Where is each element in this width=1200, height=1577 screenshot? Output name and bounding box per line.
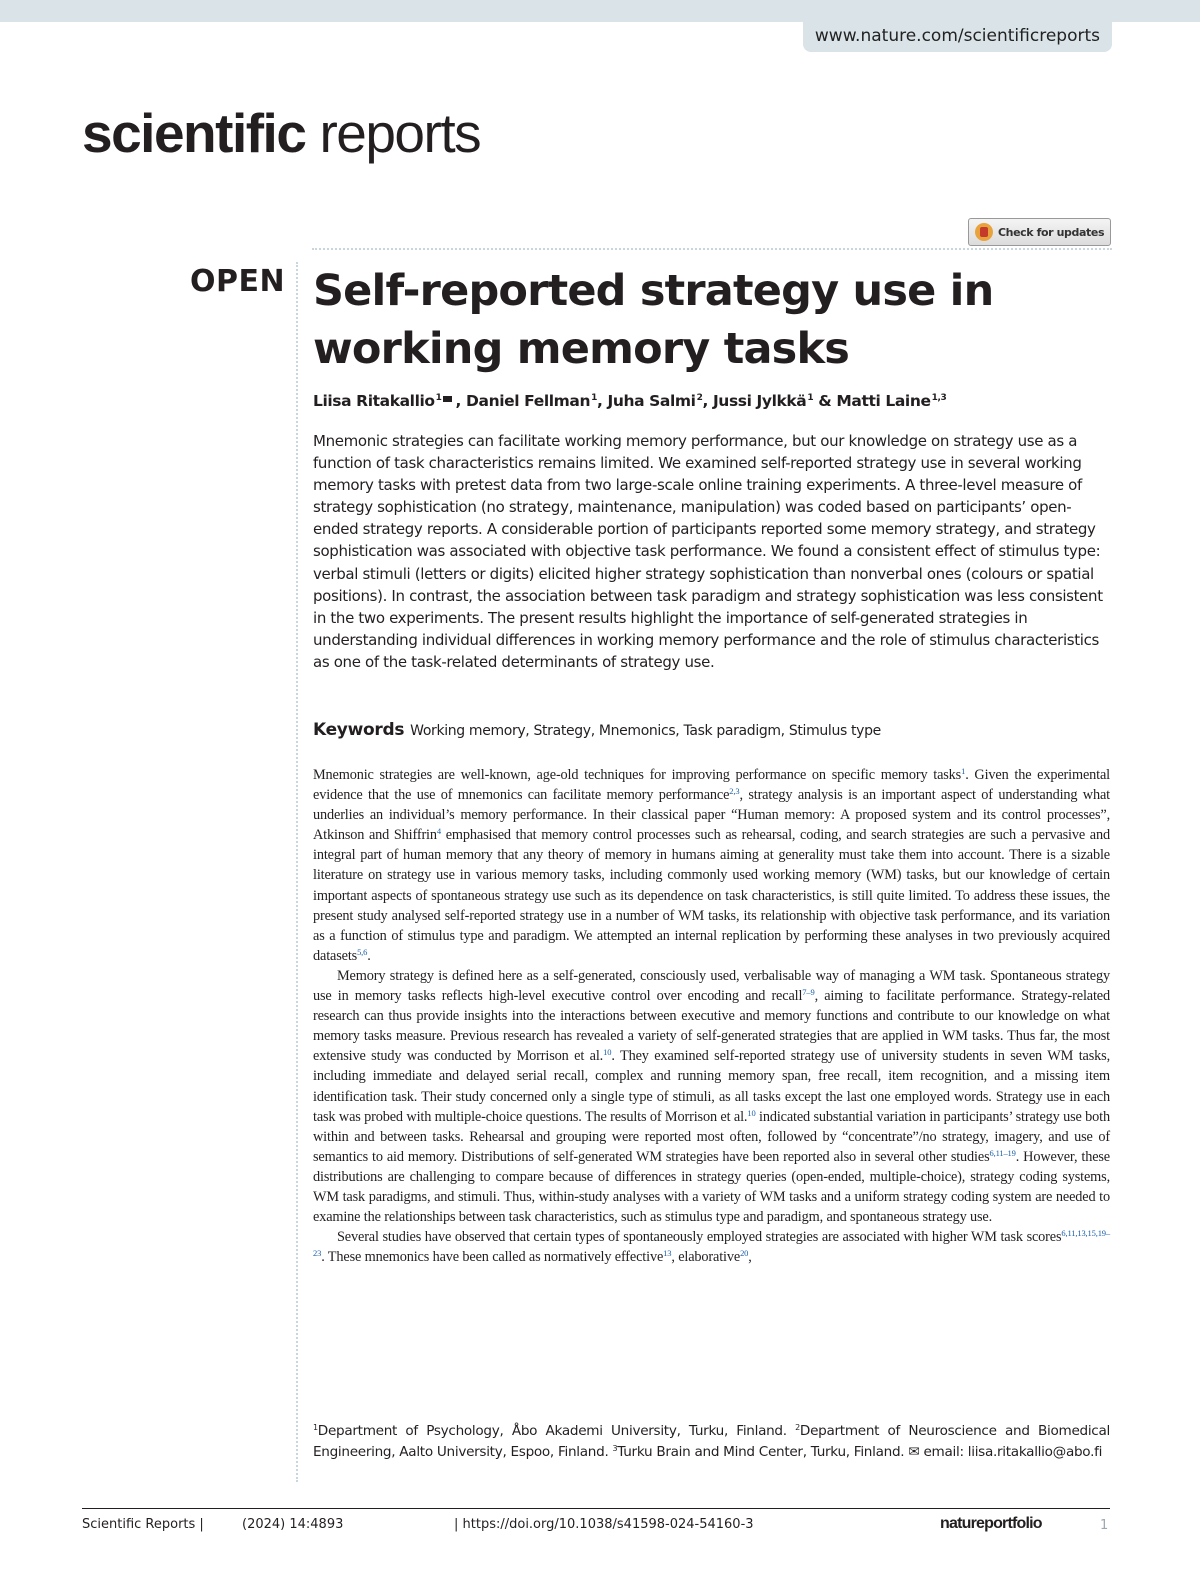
publisher-logo: natureportfolio (940, 1515, 1042, 1532)
email-link[interactable]: liisa.ritakallio@abo.fi (967, 1443, 1103, 1460)
divider-top (312, 248, 1112, 250)
check-updates-icon (975, 223, 993, 241)
check-for-updates-label: Check for updates (998, 225, 1105, 239)
keywords-label: Keywords (313, 720, 405, 740)
paragraph: Several studies have observed that certain types of spontaneously employed strategies are associated with higher WM task scores$^{6,11,13,15,19-23}$. These mnemonics have been called as normatively effective$^{13}$, elaborative$^{20}$, (313, 1228, 1110, 1266)
journal-logo-word-2: reports (319, 102, 481, 164)
citation-link[interactable]: 6,11,13,15,19–23 (313, 1228, 1110, 1259)
journal-logo (82, 102, 480, 164)
citation-link[interactable]: 2,3 (729, 786, 740, 797)
journal-logo-word-1: scientific (82, 102, 306, 164)
citation-link[interactable]: 1 (961, 766, 966, 776)
author-name[interactable]: Liisa Ritakallio (313, 392, 435, 410)
affiliations: $^1$Department of Psychology, Åbo Akademi University, Turku, Finland. $^2$Department of Neuroscience and Biomedical Engineering, Aalto University, Espoo, Finland. $^3$Turku Brain and Mind Center, Turku, Finland. ✉ email: liisa.ritakallio@abo.fi (313, 1423, 1110, 1460)
citation-link[interactable]: 7–9 (802, 987, 815, 998)
keywords (313, 720, 1103, 740)
author-name[interactable]: Daniel Fellman (466, 392, 591, 410)
author-name[interactable]: Jussi Jylkkä (712, 392, 807, 410)
abstract: Mnemonic strategies can facilitate working memory performance, but our knowledge on strategy use as a function of task characteristics remains limited. We examined self-reported strategy use in several working memory tasks with pretest data from two large-scale online training experiments. A three-level measure of strategy sophistication (no strategy, maintenance, manipulation) was coded based on participants’ open-ended strategy reports. A considerable portion of participants reported some memory strategy, and strategy sophistication was associated with objective task performance. We found a consistent effect of stimulus type: verbal stimuli (letters or digits) elicited higher strategy sophistication than nonverbal ones (colours or spatial positions). In contrast, the association between task paradigm and strategy sophistication was less consistent in the two experiments. The present results highlight the importance of self-generated strategies in understanding individual differences in working memory performance and the role of stimulus characteristics as one of the task-related determinants of strategy use. (313, 432, 1103, 671)
check-for-updates-button[interactable] (968, 218, 1111, 246)
mail-icon: ✉ (908, 1443, 920, 1460)
citation-link[interactable]: 4 (436, 826, 441, 837)
citation-link[interactable]: 5,6 (357, 946, 368, 957)
citation-link[interactable]: 13 (663, 1248, 672, 1259)
open-access-label: OPEN (190, 264, 286, 299)
top-band (0, 0, 1200, 22)
main-text (313, 765, 1110, 1267)
keywords-list: Working memory, Strategy, Mnemonics, Task paradigm, Stimulus type (410, 723, 881, 739)
citation-link[interactable]: 6,11–19 (989, 1147, 1016, 1158)
author-name[interactable]: Matti Laine (836, 392, 931, 410)
footer-citation: (2024) 14:4893 (242, 1517, 344, 1532)
footer-rule (82, 1508, 1110, 1509)
article-title: Self-reported strategy use in working memory tasks (313, 266, 994, 374)
page-footer (82, 1517, 1110, 1537)
citation-link[interactable]: 10 (747, 1107, 756, 1118)
footer-journal: Scientific Reports | (82, 1517, 204, 1532)
footer-doi-link[interactable]: | https://doi.org/10.1038/s41598-024-54160-3 (454, 1517, 754, 1532)
paragraph: Mnemonic strategies are well-known, age-old techniques for improving performance on specific memory tasks$^1$. Given the experimental evidence that the use of mnemonics can facilitate memory performance$^{2,3}$, strategy analysis is an important aspect of understanding what underlies an individual’s memory performance. In their classical paper “Human memory: A proposed system and its control processes”, Atkinson and Shiffrin$^4$ emphasised that memory control processes such as rehearsal, coding, and search strategies are such a pervasive and integral part of human memory that any theory of memory in humans aiming at generality must take them into account. There is a sizable literature on strategy use in various memory tasks, including commonly used working memory (WM) tasks, but our knowledge of certain important aspects of spontaneous strategy use such as its dependence on task characteristics, is still quite limited. To address these issues, the present study analysed self-reported strategy use in a number of WM tasks, its relationship with objective task performance, and its variation as a function of stimulus type and paradigm. We attempted an internal replication by performing these analyses in two previously acquired datasets$^{5,6}$. (313, 766, 1110, 964)
author-list: Liisa Ritakallio$^1$ , Daniel Fellman$^1$, Juha Salmi$^2$, Jussi Jylkkä$^1$ & Matti Laine$^{1,3}$ (313, 392, 947, 410)
citation-link[interactable]: 20 (740, 1248, 749, 1259)
paragraph: Memory strategy is defined here as a self-generated, consciously used, verbalisable way of managing a WM task. Spontaneous strategy use in memory tasks reflects high-level executive control over encoding and recall$^{7-9}$, aiming to facilitate performance. Strategy-related research can thus provide insights into the interactions between executive and memory functions and contribute to our knowledge on what memory tasks measure. Previous research has revealed a variety of self-generated strategies that are applied in WM tasks. Thus far, the most extensive study was conducted by Morrison et al.$^{10}$. They examined self-reported strategy use of university students in seven WM tasks, including immediate and delayed serial recall, complex and running memory span, free recall, item recognition, and a missing item identification task. Their study concerned only a single type of stimuli, as all tasks except the last one employed words. Strategy use in each task was probed with multiple-choice questions. The results of Morrison et al.$^{10}$ indicated substantial variation in participants’ strategy use both within and between tasks. Rehearsal and grouping were reported most often, followed by “concentrate”/no strategy, imagery, and use of semantics to aid memory. Distributions of self-generated WM strategies have been reported also in several other studies$^{6,11-19}$. However, these distributions are challenging to compare because of differences in strategy queries (open-ended, multiple-choice), strategy coding systems, WM task paradigms, and stimuli. Thus, within-study analyses with a variety of WM tasks and a uniform strategy coding system are needed to examine the relationships between task characteristics, such as stimulus type and paradigm, and spontaneous strategy use. (313, 967, 1110, 1226)
author-name[interactable]: Juha Salmi (607, 392, 696, 410)
page-number: 1 (1100, 1518, 1109, 1533)
divider-left (296, 262, 298, 1482)
mail-icon[interactable] (443, 396, 452, 402)
journal-url[interactable]: www.nature.com/scientificreports (803, 22, 1112, 52)
citation-link[interactable]: 10 (603, 1047, 612, 1058)
